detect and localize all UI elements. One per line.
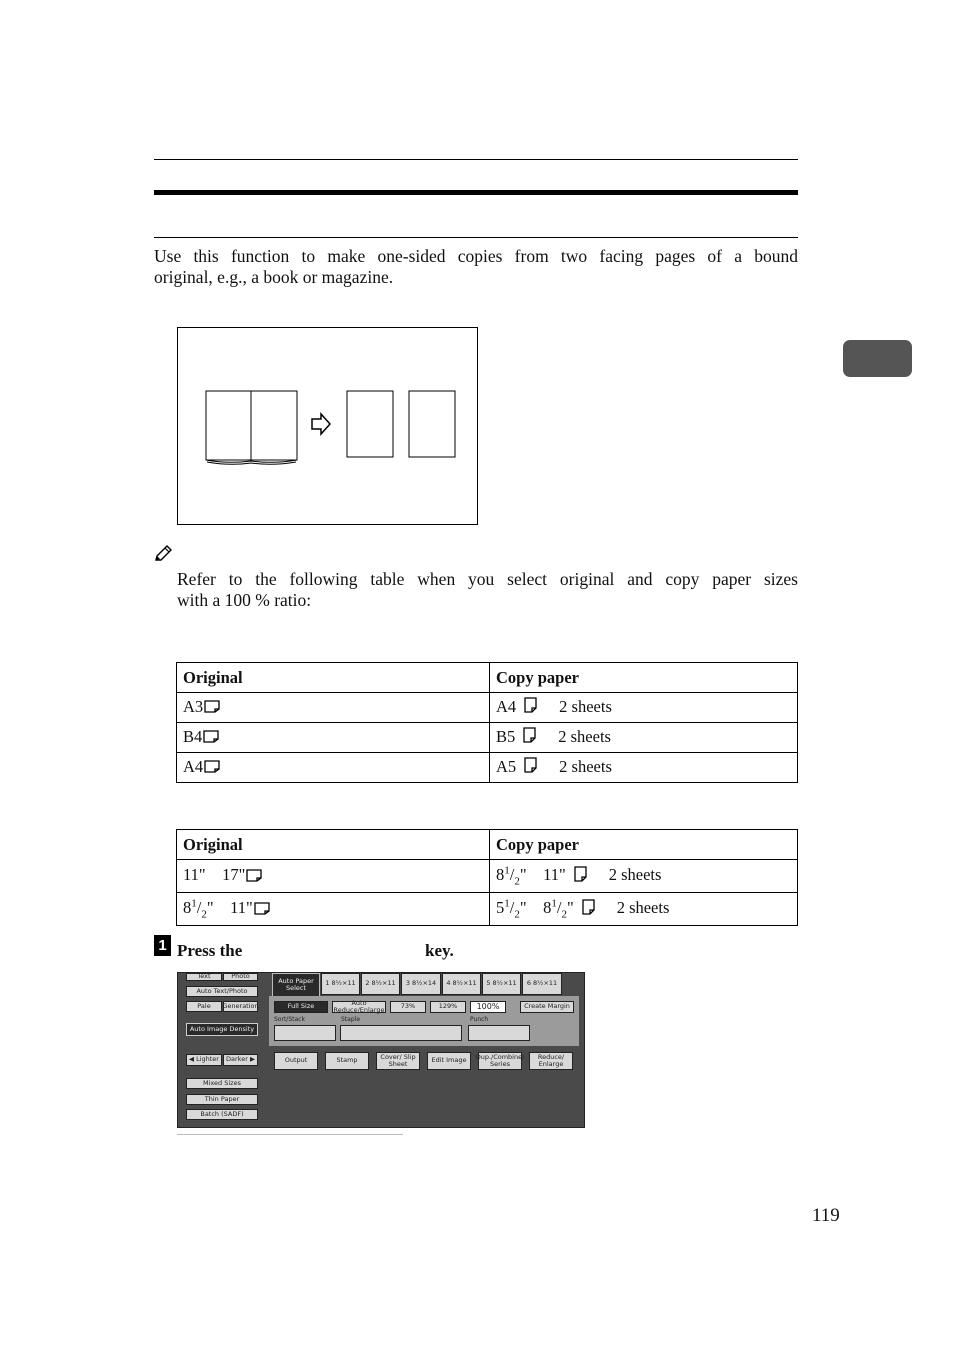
sheet-count: 2 sheets xyxy=(616,898,670,918)
punch-label: Punch xyxy=(470,1016,489,1023)
auto-reduce-enlarge-button[interactable]: Auto Reduce/Enlarge xyxy=(333,998,385,1014)
text-mode-button[interactable]: Text xyxy=(186,973,222,981)
step-number: 1 xyxy=(154,935,171,956)
full-size-button[interactable]: Full Size xyxy=(274,1001,328,1013)
tray-1-button[interactable]: 1 8½×11 xyxy=(321,973,360,995)
thin-paper-button[interactable]: Thin Paper xyxy=(186,1094,258,1105)
landscape-paper-icon xyxy=(204,758,220,778)
original-size: A4 xyxy=(183,756,204,776)
table-row xyxy=(177,753,798,783)
step-text-press: Press the xyxy=(177,941,243,960)
portrait-paper-icon xyxy=(582,899,595,920)
note-line-1: Refer to the following table when you select original and copy paper sizes xyxy=(177,569,798,589)
output-button[interactable]: Output xyxy=(274,1052,318,1070)
tray-6-button[interactable]: 6 8½×11 xyxy=(522,973,562,995)
ratio-display: 100% xyxy=(470,1001,506,1013)
sheet-count: 2 sheets xyxy=(558,726,611,746)
table-row xyxy=(177,723,798,753)
staple-buttons[interactable] xyxy=(340,1025,462,1041)
intro-line-2: original, e.g., a book or magazine. xyxy=(154,267,394,287)
tray-4-button[interactable]: 4 8½×11 xyxy=(442,973,481,995)
intro-paragraph xyxy=(154,246,798,288)
note-paragraph xyxy=(177,569,798,611)
dup-combine-series-button[interactable]: Dup./Combine/ Series xyxy=(475,1052,525,1068)
landscape-paper-icon xyxy=(254,900,270,920)
edit-image-button[interactable]: Edit Image xyxy=(427,1052,471,1070)
reduce-enlarge-button[interactable]: Reduce/ Enlarge xyxy=(529,1052,573,1070)
series-copies-illustration xyxy=(177,327,478,525)
sheet-count: 2 sheets xyxy=(559,696,612,716)
portrait-paper-icon xyxy=(574,866,587,887)
table-row xyxy=(177,693,798,723)
right-arrow-icon: ▶ xyxy=(247,1055,255,1064)
staple-label: Staple xyxy=(341,1016,361,1023)
punch-buttons[interactable] xyxy=(468,1025,530,1041)
sort-stack-label: Sort/Stack xyxy=(274,1016,305,1023)
landscape-paper-icon xyxy=(246,867,262,887)
metric-size-table xyxy=(176,662,798,783)
table-row: $8^1/_2$" 11" $5^1/_2$" $8^1/_2$" 2 sheets xyxy=(177,893,798,926)
intro-line-1: Use this function to make one-sided copies from two facing pages of a bound xyxy=(154,246,798,266)
copy-size: A5 xyxy=(496,756,517,776)
sort-stack-buttons[interactable] xyxy=(274,1025,336,1041)
left-arrow-icon: ◀ xyxy=(189,1055,197,1064)
auto-text-photo-button[interactable]: Auto Text/Photo xyxy=(186,986,258,997)
chapter-tab xyxy=(843,340,912,377)
landscape-paper-icon xyxy=(204,698,220,718)
portrait-paper-icon xyxy=(523,727,536,748)
note-line-2: with a 100 % ratio: xyxy=(177,590,312,610)
header-rule-thin xyxy=(154,159,798,160)
cover-slip-sheet-button[interactable]: Cover/ Slip Sheet xyxy=(376,1052,420,1070)
darker-button[interactable]: Darker ▶ xyxy=(223,1054,258,1066)
auto-paper-select-button[interactable]: Auto Paper Select xyxy=(272,973,320,997)
landscape-paper-icon xyxy=(203,728,219,748)
copy-size: A4 xyxy=(496,696,517,716)
auto-image-density-button[interactable]: Auto Image Density xyxy=(186,1023,258,1036)
table-header-row xyxy=(177,663,798,693)
portrait-paper-icon xyxy=(524,757,537,778)
ratio-129-button[interactable]: 129% xyxy=(430,1001,466,1013)
hollow-right-arrow-icon xyxy=(312,414,330,434)
copier-control-panel xyxy=(177,972,585,1128)
original-size: A3 xyxy=(183,696,204,716)
header-copy-paper: Copy paper xyxy=(490,663,798,693)
header-copy-paper: Copy paper xyxy=(490,830,798,860)
header-original: Original xyxy=(177,663,490,693)
copy-page-left xyxy=(347,391,393,457)
page-number: 119 xyxy=(812,1205,840,1226)
pencil-note-icon xyxy=(153,544,173,569)
portrait-paper-icon xyxy=(524,697,537,718)
generation-button[interactable]: Generation xyxy=(223,1001,258,1012)
open-book-icon xyxy=(206,391,297,464)
header-original: Original xyxy=(177,830,490,860)
photo-mode-button[interactable]: Photo xyxy=(223,973,258,981)
sheet-count: 2 sheets xyxy=(559,756,612,776)
stamp-button[interactable]: Stamp xyxy=(325,1052,369,1070)
original-size: B4 xyxy=(183,726,203,746)
sheet-count: 2 sheets xyxy=(608,865,662,885)
ratio-73-button[interactable]: 73% xyxy=(390,1001,426,1013)
tray-2-button[interactable]: 2 8½×11 xyxy=(361,973,400,995)
table-row: 11" 17" $8^1/_2$" 11" 2 sheets xyxy=(177,860,798,893)
step-text-key: key. xyxy=(425,941,454,960)
lighter-button[interactable]: ◀ Lighter xyxy=(186,1054,222,1066)
tray-3-button[interactable]: 3 8½×14 xyxy=(401,973,441,995)
header-rule-lower xyxy=(154,237,798,238)
create-margin-button[interactable]: Create Margin xyxy=(520,1001,574,1013)
table-header-row xyxy=(177,830,798,860)
copy-size: B5 xyxy=(496,726,516,746)
book-to-two-pages-diagram xyxy=(178,328,477,524)
batch-sadf-button[interactable]: Batch (SADF) xyxy=(186,1109,258,1120)
mixed-sizes-button[interactable]: Mixed Sizes xyxy=(186,1078,258,1089)
tray-5-button[interactable]: 5 8½×11 xyxy=(482,973,521,995)
header-rule-thick xyxy=(154,190,798,195)
panel-caption-line xyxy=(177,1134,403,1135)
pale-button[interactable]: Pale xyxy=(186,1001,222,1012)
copy-page-right xyxy=(409,391,455,457)
inch-size-table xyxy=(176,829,798,926)
